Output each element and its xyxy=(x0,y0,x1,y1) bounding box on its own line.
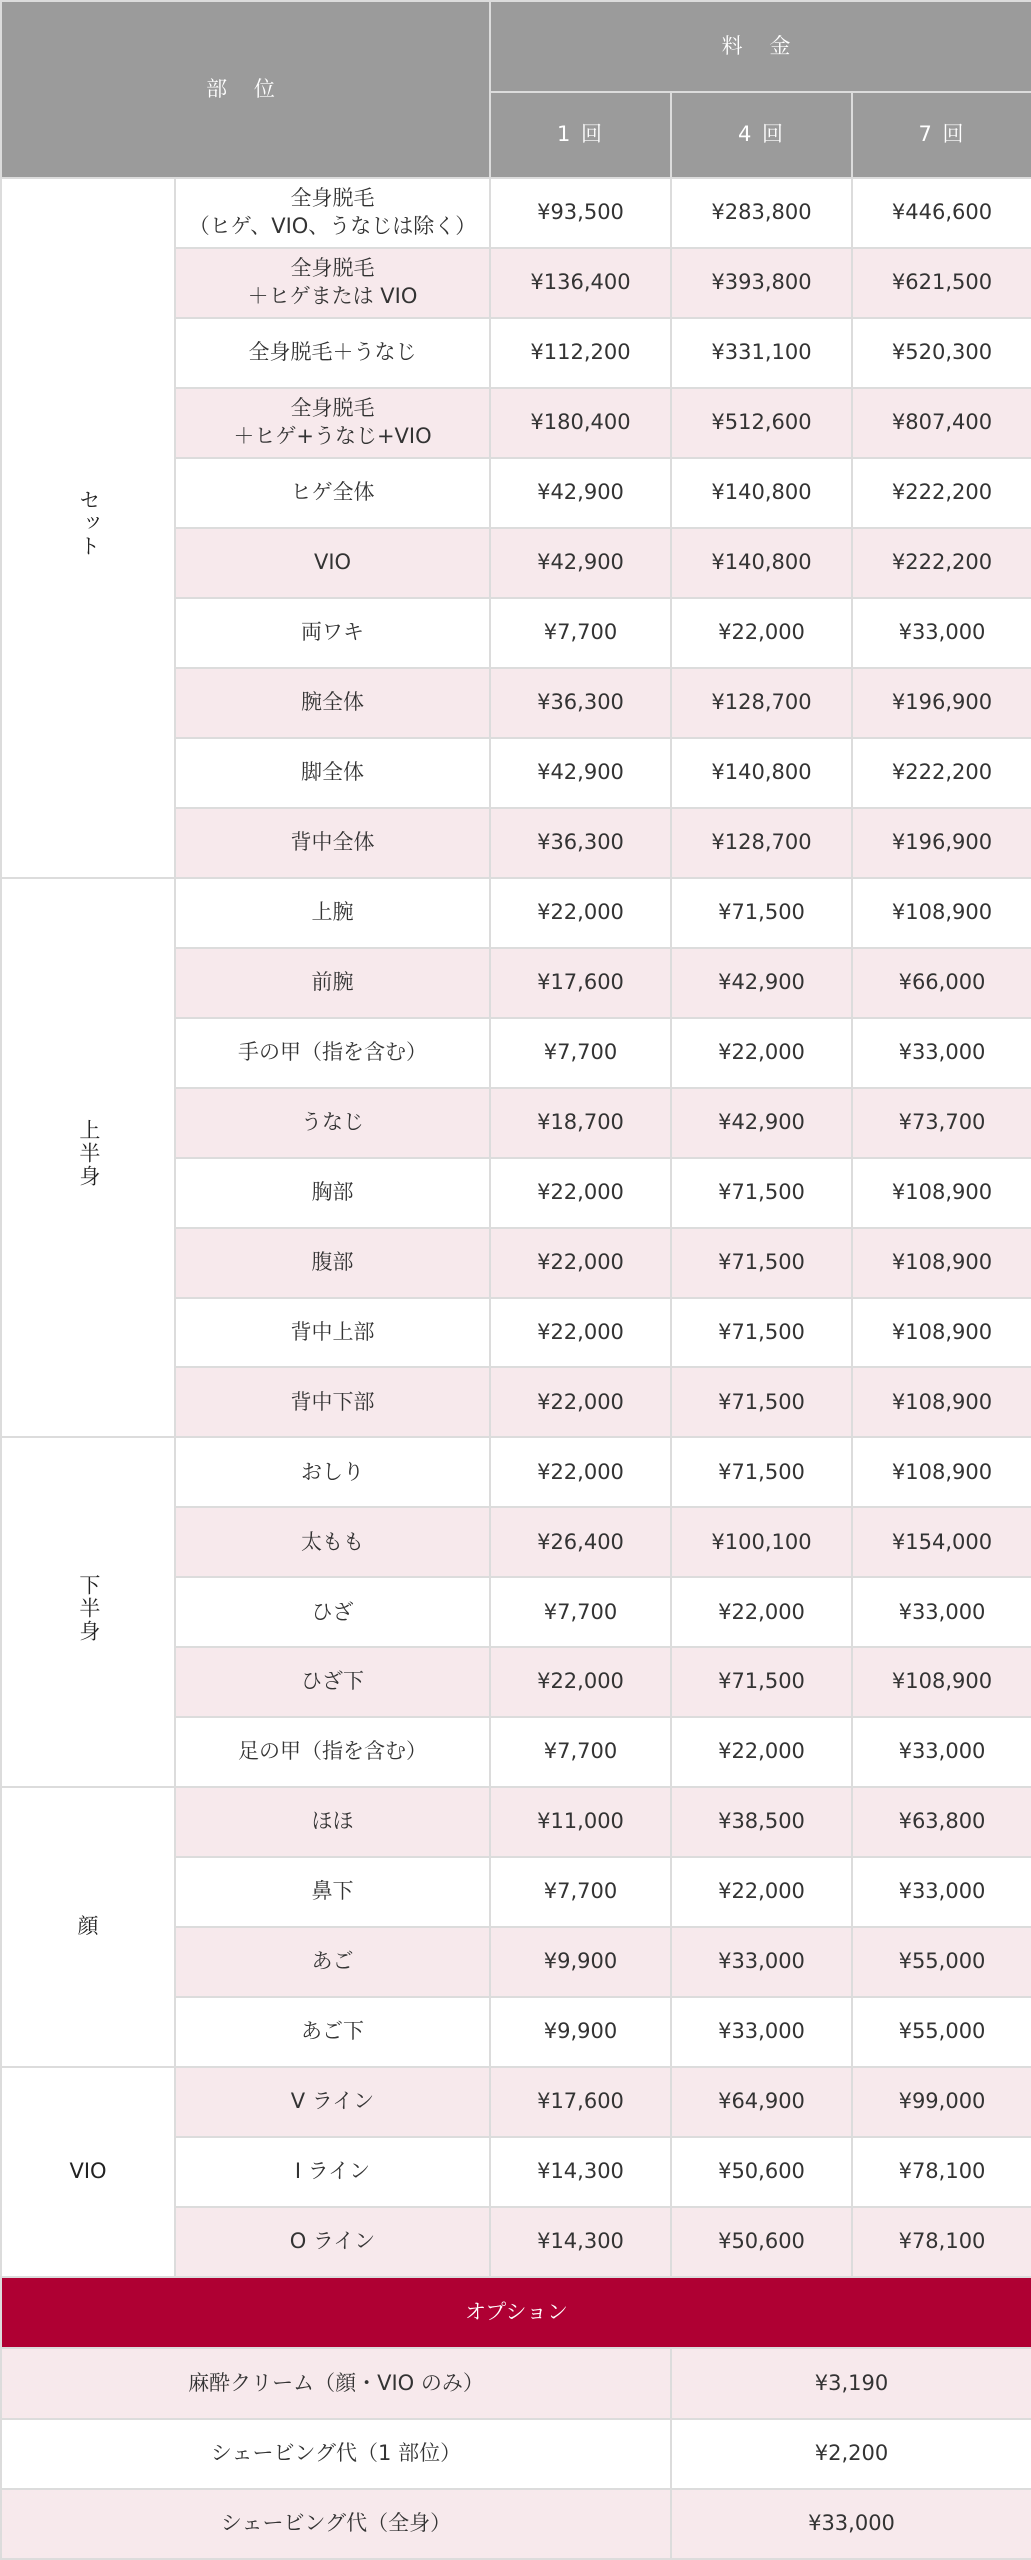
price-cell: ¥331,100 xyxy=(671,318,852,388)
price-cell: ¥26,400 xyxy=(490,1507,671,1577)
part-name-line: 全身脱毛＋うなじ xyxy=(248,340,417,365)
option-price: ¥2,200 xyxy=(671,2419,1031,2489)
price-cell: ¥7,700 xyxy=(490,1018,671,1088)
price-cell: ¥42,900 xyxy=(671,1088,852,1158)
price-cell: ¥22,000 xyxy=(490,1437,671,1507)
part-name-cell xyxy=(175,1367,490,1437)
price-body xyxy=(1,178,1031,2277)
price-cell: ¥71,500 xyxy=(671,1158,852,1228)
part-name-line: おしり xyxy=(301,1459,364,1484)
price-cell: ¥42,900 xyxy=(671,948,852,1018)
part-name-line: I ライン xyxy=(294,2159,371,2184)
part-name-cell xyxy=(175,1857,490,1927)
count-header-7: 7 回 xyxy=(852,92,1031,178)
price-cell: ¥22,000 xyxy=(671,598,852,668)
option-row xyxy=(1,2419,1031,2489)
price-cell: ¥33,000 xyxy=(671,1927,852,1997)
price-cell: ¥22,000 xyxy=(490,1647,671,1717)
price-cell: ¥11,000 xyxy=(490,1787,671,1857)
table-header xyxy=(1,1,1031,178)
part-name-line: 脚全体 xyxy=(301,759,364,784)
price-cell: ¥22,000 xyxy=(671,1857,852,1927)
price-cell: ¥36,300 xyxy=(490,808,671,878)
part-name-cell xyxy=(175,1437,490,1507)
part-name-line: 太もも xyxy=(301,1529,364,1554)
price-cell: ¥9,900 xyxy=(490,1997,671,2067)
part-header: 部 位 xyxy=(1,1,490,178)
part-name-cell xyxy=(175,1507,490,1577)
price-cell: ¥22,000 xyxy=(490,1228,671,1298)
category-label: 顔 xyxy=(77,1914,99,1939)
part-name-cell xyxy=(175,2137,490,2207)
part-name-cell xyxy=(175,598,490,668)
price-cell: ¥180,400 xyxy=(490,388,671,458)
price-cell: ¥154,000 xyxy=(852,1507,1031,1577)
price-cell: ¥7,700 xyxy=(490,1717,671,1787)
part-name-line: うなじ xyxy=(301,1109,364,1134)
part-name-cell xyxy=(175,318,490,388)
price-cell: ¥42,900 xyxy=(490,458,671,528)
price-cell: ¥50,600 xyxy=(671,2137,852,2207)
category-cell xyxy=(1,2067,175,2277)
part-name-line: 背中下部 xyxy=(290,1389,375,1414)
category-label: 上半身 xyxy=(76,1119,101,1189)
price-cell: ¥42,900 xyxy=(490,738,671,808)
part-name-line: 胸部 xyxy=(311,1179,354,1204)
option-title: オプション xyxy=(1,2277,1031,2348)
part-name-line: 全身脱毛 xyxy=(290,256,375,281)
part-name-cell xyxy=(175,948,490,1018)
part-name-cell xyxy=(175,878,490,948)
price-cell: ¥22,000 xyxy=(671,1018,852,1088)
part-name-line: ひざ下 xyxy=(301,1669,364,1694)
price-cell: ¥71,500 xyxy=(671,1437,852,1507)
price-cell: ¥807,400 xyxy=(852,388,1031,458)
price-cell: ¥22,000 xyxy=(490,878,671,948)
part-name-line: あご xyxy=(311,1949,354,1974)
part-name-cell xyxy=(175,1577,490,1647)
price-cell: ¥33,000 xyxy=(852,1018,1031,1088)
price-cell: ¥22,000 xyxy=(490,1158,671,1228)
price-cell: ¥621,500 xyxy=(852,248,1031,318)
part-name-line: 両ワキ xyxy=(301,619,364,644)
price-cell: ¥17,600 xyxy=(490,2067,671,2137)
price-cell: ¥520,300 xyxy=(852,318,1031,388)
part-name-line: 腹部 xyxy=(311,1249,354,1274)
part-name-line: 腕全体 xyxy=(301,689,364,714)
price-cell: ¥71,500 xyxy=(671,1228,852,1298)
part-name-line: ほほ xyxy=(311,1809,354,1834)
part-name-line: VIO xyxy=(313,549,352,574)
price-cell: ¥55,000 xyxy=(852,1997,1031,2067)
option-label: 麻酔クリーム（顔・VIO のみ） xyxy=(1,2348,671,2418)
price-cell: ¥196,900 xyxy=(852,808,1031,878)
price-cell: ¥64,900 xyxy=(671,2067,852,2137)
price-cell: ¥42,900 xyxy=(490,528,671,598)
part-name-cell xyxy=(175,808,490,878)
price-cell: ¥17,600 xyxy=(490,948,671,1018)
category-cell xyxy=(1,878,175,1438)
part-name-cell xyxy=(175,248,490,318)
part-name-cell xyxy=(175,1717,490,1787)
price-cell: ¥136,400 xyxy=(490,248,671,318)
price-cell: ¥36,300 xyxy=(490,668,671,738)
part-name-line: 足の甲（指を含む） xyxy=(238,1739,427,1764)
price-cell: ¥38,500 xyxy=(671,1787,852,1857)
price-cell: ¥50,600 xyxy=(671,2207,852,2277)
price-cell: ¥108,900 xyxy=(852,1298,1031,1368)
price-cell: ¥71,500 xyxy=(671,1647,852,1717)
table-row xyxy=(1,1787,1031,1857)
part-name-line: 背中上部 xyxy=(290,1319,375,1344)
price-cell: ¥33,000 xyxy=(671,1997,852,2067)
price-cell: ¥33,000 xyxy=(852,1577,1031,1647)
part-name-cell xyxy=(175,528,490,598)
price-cell: ¥283,800 xyxy=(671,178,852,248)
price-cell: ¥18,700 xyxy=(490,1088,671,1158)
price-cell: ¥22,000 xyxy=(671,1717,852,1787)
price-cell: ¥512,600 xyxy=(671,388,852,458)
count-header-4: 4 回 xyxy=(671,92,852,178)
price-cell: ¥63,800 xyxy=(852,1787,1031,1857)
category-label: セット xyxy=(76,489,101,559)
price-cell: ¥140,800 xyxy=(671,738,852,808)
part-name-cell xyxy=(175,1298,490,1368)
part-name-line: ひざ xyxy=(311,1599,354,1624)
price-cell: ¥78,100 xyxy=(852,2137,1031,2207)
part-name-line: ヒゲ全体 xyxy=(290,480,375,504)
price-cell: ¥14,300 xyxy=(490,2207,671,2277)
part-name-cell xyxy=(175,668,490,738)
price-cell: ¥9,900 xyxy=(490,1927,671,1997)
table-row xyxy=(1,2067,1031,2137)
price-cell: ¥93,500 xyxy=(490,178,671,248)
option-label: シェービング代（全身） xyxy=(1,2489,671,2559)
part-name-line: 全身脱毛 xyxy=(290,186,375,211)
part-name-cell xyxy=(175,2207,490,2277)
price-cell: ¥33,000 xyxy=(852,1857,1031,1927)
category-cell xyxy=(1,178,175,878)
price-cell: ¥71,500 xyxy=(671,1367,852,1437)
price-header: 料 金 xyxy=(490,1,1031,92)
part-name-cell xyxy=(175,1787,490,1857)
part-name-cell xyxy=(175,458,490,528)
part-name-line: 鼻下 xyxy=(311,1879,354,1904)
part-name-cell xyxy=(175,1018,490,1088)
price-cell: ¥108,900 xyxy=(852,1228,1031,1298)
price-cell: ¥196,900 xyxy=(852,668,1031,738)
price-cell: ¥393,800 xyxy=(671,248,852,318)
table-row xyxy=(1,178,1031,248)
part-name-line: 上腕 xyxy=(311,899,354,924)
part-name-cell xyxy=(175,738,490,808)
option-section xyxy=(1,2277,1031,2559)
option-label: シェービング代（1 部位） xyxy=(1,2419,671,2489)
price-cell: ¥14,300 xyxy=(490,2137,671,2207)
price-cell: ¥112,200 xyxy=(490,318,671,388)
part-name-line: O ライン xyxy=(289,2229,376,2254)
price-cell: ¥22,000 xyxy=(490,1298,671,1368)
price-cell: ¥7,700 xyxy=(490,1577,671,1647)
part-name-cell xyxy=(175,2067,490,2137)
part-name-cell xyxy=(175,388,490,458)
price-cell: ¥100,100 xyxy=(671,1507,852,1577)
price-cell: ¥222,200 xyxy=(852,528,1031,598)
category-label: 下半身 xyxy=(76,1574,101,1643)
price-cell: ¥22,000 xyxy=(490,1367,671,1437)
price-cell: ¥22,000 xyxy=(671,1577,852,1647)
part-name-cell xyxy=(175,178,490,248)
price-cell: ¥128,700 xyxy=(671,668,852,738)
price-cell: ¥7,700 xyxy=(490,598,671,668)
price-cell: ¥78,100 xyxy=(852,2207,1031,2277)
price-cell: ¥108,900 xyxy=(852,1367,1031,1437)
price-cell: ¥108,900 xyxy=(852,1647,1031,1717)
part-name-cell xyxy=(175,1228,490,1298)
part-name-line: （ヒゲ、VIO、うなじは除く） xyxy=(188,213,477,238)
part-name-cell xyxy=(175,1997,490,2067)
count-header-1: 1 回 xyxy=(490,92,671,178)
part-name-cell xyxy=(175,1158,490,1228)
price-cell: ¥140,800 xyxy=(671,458,852,528)
price-cell: ¥33,000 xyxy=(852,1717,1031,1787)
part-name-line: ＋ヒゲまたは VIO xyxy=(247,283,418,308)
category-cell xyxy=(1,1437,175,1787)
option-row xyxy=(1,2489,1031,2559)
option-row xyxy=(1,2348,1031,2418)
option-price: ¥33,000 xyxy=(671,2489,1031,2559)
price-cell: ¥128,700 xyxy=(671,808,852,878)
price-cell: ¥140,800 xyxy=(671,528,852,598)
part-name-line: ＋ヒゲ+うなじ+VIO xyxy=(233,423,432,448)
part-name-line: 背中全体 xyxy=(290,829,375,854)
part-name-cell xyxy=(175,1927,490,1997)
price-cell: ¥108,900 xyxy=(852,1437,1031,1507)
part-name-line: 前腕 xyxy=(311,969,354,994)
price-cell: ¥33,000 xyxy=(852,598,1031,668)
part-name-cell xyxy=(175,1088,490,1158)
price-cell: ¥66,000 xyxy=(852,948,1031,1018)
table-row xyxy=(1,1437,1031,1507)
price-cell: ¥71,500 xyxy=(671,1298,852,1368)
part-name-cell xyxy=(175,1647,490,1717)
part-name-line: あご下 xyxy=(301,2019,364,2044)
part-name-line: 全身脱毛 xyxy=(290,396,375,421)
part-name-line: 手の甲（指を含む） xyxy=(238,1039,427,1064)
price-cell: ¥99,000 xyxy=(852,2067,1031,2137)
category-label: VIO xyxy=(69,2159,107,2184)
price-cell: ¥71,500 xyxy=(671,878,852,948)
price-cell: ¥222,200 xyxy=(852,458,1031,528)
part-name-line: V ライン xyxy=(290,2089,375,2114)
option-price: ¥3,190 xyxy=(671,2348,1031,2418)
price-cell: ¥446,600 xyxy=(852,178,1031,248)
table-row xyxy=(1,878,1031,948)
category-cell xyxy=(1,1787,175,2067)
price-cell: ¥7,700 xyxy=(490,1857,671,1927)
price-cell: ¥73,700 xyxy=(852,1088,1031,1158)
price-cell: ¥55,000 xyxy=(852,1927,1031,1997)
price-cell: ¥222,200 xyxy=(852,738,1031,808)
price-cell: ¥108,900 xyxy=(852,1158,1031,1228)
price-cell: ¥108,900 xyxy=(852,878,1031,948)
